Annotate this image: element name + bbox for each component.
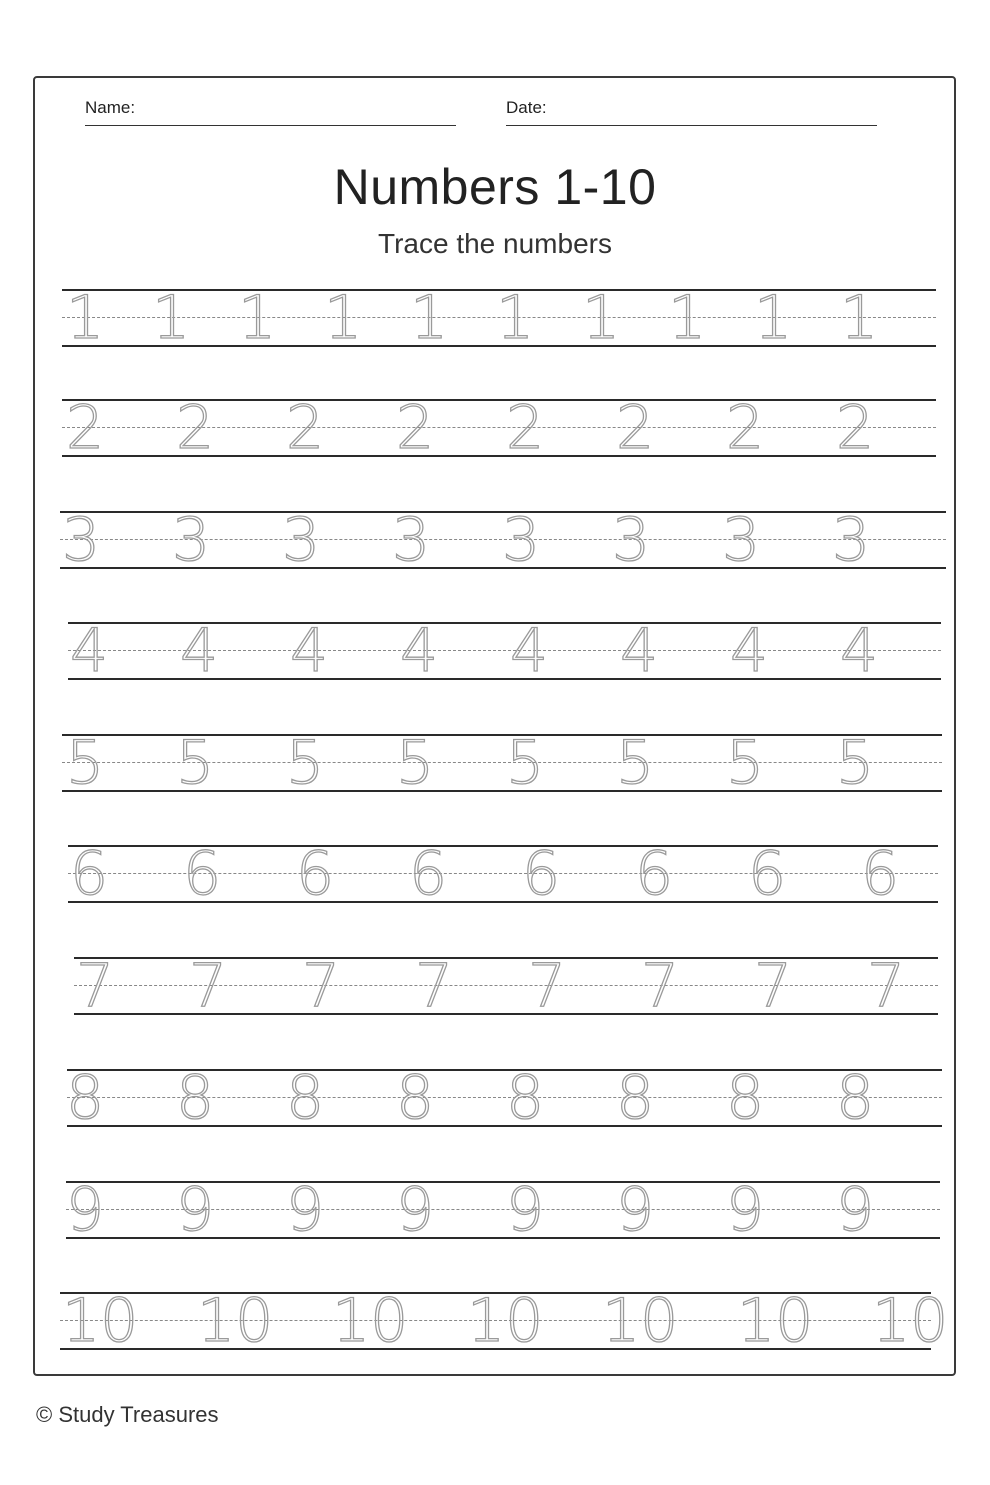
- trace-digit: 2: [506, 393, 545, 463]
- trace-digit: 6: [861, 839, 900, 909]
- tracing-row-8: [66, 1063, 942, 1133]
- trace-digit: 4: [510, 616, 549, 686]
- trace-digit: 3: [612, 505, 651, 575]
- trace-digit: 1: [324, 283, 363, 353]
- trace-digit: 6: [70, 839, 109, 909]
- trace-digit: 7: [754, 951, 793, 1021]
- trace-digit: 6: [409, 839, 448, 909]
- trace-digit: 2: [176, 393, 215, 463]
- trace-digit: 5: [726, 728, 765, 798]
- trace-digit: 9: [286, 1175, 325, 1245]
- tracing-row-3: [60, 505, 946, 575]
- trace-digit: 8: [66, 1063, 105, 1133]
- trace-digit: 9: [726, 1175, 765, 1245]
- trace-digit: 10: [602, 1286, 679, 1356]
- trace-digit: 9: [66, 1175, 105, 1245]
- trace-digit: 9: [506, 1175, 545, 1245]
- trace-digit: 1: [496, 283, 535, 353]
- trace-digit: 9: [396, 1175, 435, 1245]
- trace-digit: 1: [238, 283, 277, 353]
- trace-digit: 5: [506, 728, 545, 798]
- trace-digit: 6: [522, 839, 561, 909]
- trace-digit: 7: [867, 951, 906, 1021]
- trace-digit: 1: [754, 283, 793, 353]
- trace-digit: 9: [176, 1175, 215, 1245]
- trace-digit: 8: [506, 1063, 545, 1133]
- trace-digit: 4: [840, 616, 879, 686]
- tracing-row-5: [62, 728, 942, 798]
- trace-digit: 1: [668, 283, 707, 353]
- date-label: Date:: [506, 98, 547, 117]
- trace-digit: 2: [836, 393, 875, 463]
- tracing-row-10: [60, 1286, 949, 1356]
- page-subtitle: Trace the numbers: [378, 228, 612, 259]
- trace-digit: 10: [332, 1286, 409, 1356]
- trace-digit: 3: [392, 505, 431, 575]
- trace-digit: 6: [635, 839, 674, 909]
- trace-digit: 8: [176, 1063, 215, 1133]
- trace-digit: 9: [616, 1175, 655, 1245]
- trace-digit: 7: [302, 951, 341, 1021]
- trace-digit: 1: [66, 283, 105, 353]
- trace-digit: 1: [582, 283, 621, 353]
- trace-digit: 10: [872, 1286, 949, 1356]
- trace-digit: 8: [616, 1063, 655, 1133]
- trace-digit: 2: [396, 393, 435, 463]
- trace-digit: 1: [152, 283, 191, 353]
- trace-digit: 4: [180, 616, 219, 686]
- trace-digit: 2: [66, 393, 105, 463]
- trace-digit: 8: [726, 1063, 765, 1133]
- trace-digit: 3: [832, 505, 871, 575]
- trace-digit: 4: [290, 616, 329, 686]
- trace-digit: 4: [620, 616, 659, 686]
- trace-digit: 5: [836, 728, 875, 798]
- trace-digit: 5: [66, 728, 105, 798]
- trace-digit: 7: [76, 951, 115, 1021]
- trace-digit: 2: [286, 393, 325, 463]
- name-label: Name:: [85, 98, 136, 117]
- tracing-row-2: [62, 393, 936, 463]
- trace-digit: 4: [730, 616, 769, 686]
- trace-digit: 10: [197, 1286, 274, 1356]
- trace-digit: 7: [189, 951, 228, 1021]
- page-title: Numbers 1-10: [333, 159, 657, 215]
- trace-digit: 6: [748, 839, 787, 909]
- trace-digit: 3: [502, 505, 541, 575]
- trace-digit: 4: [70, 616, 109, 686]
- trace-digit: 2: [726, 393, 765, 463]
- tracing-row-4: [68, 616, 941, 686]
- trace-digit: 5: [396, 728, 435, 798]
- trace-digit: 7: [641, 951, 680, 1021]
- trace-digit: 3: [62, 505, 101, 575]
- trace-digit: 9: [836, 1175, 875, 1245]
- trace-digit: 10: [737, 1286, 814, 1356]
- tracing-row-9: [66, 1175, 940, 1245]
- trace-digit: 1: [410, 283, 449, 353]
- trace-digit: 7: [528, 951, 567, 1021]
- trace-digit: 10: [62, 1286, 139, 1356]
- trace-digit: 6: [296, 839, 335, 909]
- trace-digit: 7: [415, 951, 454, 1021]
- name-line: [85, 125, 456, 126]
- trace-digit: 5: [616, 728, 655, 798]
- tracing-row-7: [74, 951, 938, 1021]
- trace-digit: 5: [176, 728, 215, 798]
- trace-digit: 8: [836, 1063, 875, 1133]
- trace-digit: 3: [722, 505, 761, 575]
- trace-digit: 1: [840, 283, 879, 353]
- trace-digit: 2: [616, 393, 655, 463]
- trace-digit: 6: [183, 839, 222, 909]
- trace-digit: 5: [286, 728, 325, 798]
- trace-digit: 8: [286, 1063, 325, 1133]
- copyright-footer: © Study Treasures: [36, 1402, 219, 1427]
- tracing-row-6: [68, 839, 938, 909]
- trace-digit: 10: [467, 1286, 544, 1356]
- date-line: [506, 125, 877, 126]
- tracing-row-1: [62, 283, 936, 353]
- trace-digit: 8: [396, 1063, 435, 1133]
- trace-digit: 4: [400, 616, 439, 686]
- trace-digit: 3: [172, 505, 211, 575]
- trace-digit: 3: [282, 505, 321, 575]
